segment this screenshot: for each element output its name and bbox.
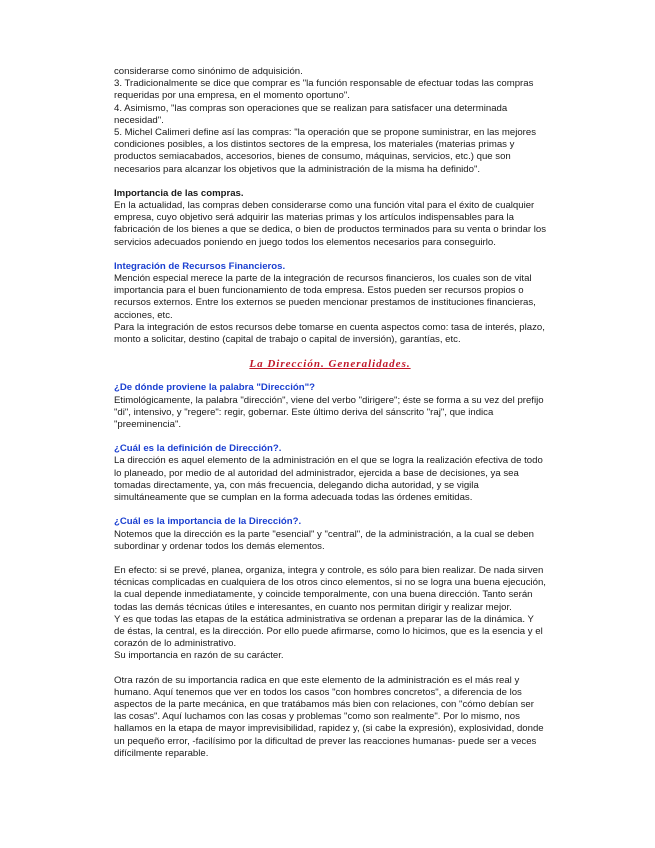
- importancia-direccion-paragraph-4: Otra razón de su importancia radica en que este elemento de la administración es el más real y humano. Aquí tenemos que ver en todos los casos "con hombres concretos", a diferencia de los aspectos de la parte mecánica, en que tratábamos más bien con relaciones, con "cómo debían ser las cosas". Aquí luchamos con las cosas y problemas "como son realmente". Por lo mismo, nos hallamos en la etapa de mayor imprevisibilidad, rapidez y, (si cabe la expresión), explosividad, donde un pequeño error, -facilísimo por la dificultad de prever las reacciones humanas- puede ser a veces difícilmente reparable.: [114, 674, 544, 759]
- importancia-direccion-heading: ¿Cuál es la importancia de la Dirección?.: [114, 516, 302, 528]
- integracion-body-1: Mención especial merece la parte de la integración de recursos financieros, los cuales son de vital importancia para el buen funcionamiento de toda empresa. Estos pueden ser recursos propios o recursos externos. Entre los externos se pueden mencionar prestamos de instituciones financieras, acciones, etc.: [114, 273, 536, 321]
- intro-line: 4. Asimismo, "las compras son operaciones que se realizan para satisfacer una determinada necesidad".: [114, 102, 508, 126]
- intro-line: considerarse como sinónimo de adquisición.: [114, 66, 303, 77]
- document-page: [114, 66, 546, 760]
- importancia-heading: Importancia de las compras.: [114, 187, 244, 199]
- importancia-direccion-paragraph-2: Y es que todas las etapas de la estática administrativa se ordenan a preparar las de la dinámica. Y de éstas, la central, es la dirección. Por ello puede afirmarse, como lo hicimos, que es la esencia y el corazón de lo administrativo.: [114, 613, 543, 650]
- section-title: La Dirección. Generalidades.: [249, 358, 411, 371]
- origen-body: Etimológicamente, la palabra "dirección", viene del verbo "dirigere"; éste se forma a su vez del prefijo "di", intensivo, y "regere": regir, gobernar. Este último deriva del sánscrito "raj", que indica "preeminencia".: [114, 394, 544, 431]
- importancia-body: En la actualidad, las compras deben considerarse como una función vital para el éxito de cualquier empresa, cuyo objetivo será adquirir las materias primas y los artículos indispensables para la fabricación de los bienes a que se dedica, o bien de productos terminados para su venta o brindar los servicios adecuados poniendo en juego todos los elementos necesarios para conseguirlo.: [114, 200, 546, 248]
- definicion-body: La dirección es aquel elemento de la administración en el que se logra la realización efectiva de todo lo planeado, por medio de al autoridad del administrador, ejercida a base de decisiones, ya sea tomadas directamente, ya, con más frecuencia, delegando dicha autoridad, y se vigila simultáneamente que se cumplan en la forma adecuada todas las órdenes emitidas.: [114, 455, 543, 504]
- integracion-heading: Integración de Recursos Financieros.: [114, 260, 286, 272]
- importancia-direccion-body: Notemos que la dirección es la parte "esencial" y "central", de la administración, a la cual se deben subordinar y ordenar todos los demás elementos.: [114, 528, 534, 552]
- intro-line: 5. Michel Calimeri define así las compras: "la operación que se propone suministrar, en las mejores condiciones posibles, a los distintos sectores de la empresa, los materiales (materias primas y productos semiacabados, accesorios, bienes de consumo, máquinas, servicios, etc.) que son necesarios para alcanzar los objetivos que la administración de la misma ha definido".: [114, 127, 536, 175]
- intro-line: 3. Tradicionalmente se dice que comprar es "la función responsable de efectuar todas las compras requeridas por una empresa, en el momento oportuno".: [114, 78, 534, 102]
- definicion-heading: ¿Cuál es la definición de Dirección?.: [114, 443, 282, 455]
- origen-heading: ¿De dónde proviene la palabra "Dirección"?: [114, 382, 316, 394]
- importancia-direccion-paragraph-1: En efecto: si se prevé, planea, organiza, integra y controle, es sólo para bien realizar. De nada sirven técnicas complicadas en cualquiera de los otros cinco elementos, si no se logra una buena ejecución, la cual depende inmediatamente, y coincide temporalmente, con una buena dirección. Tanto serán todas las demás técnicas útiles e interesantes, en cuanto nos permitan dirigir y realizar mejor.: [114, 564, 546, 613]
- integracion-body-2: Para la integración de estos recursos debe tomarse en cuenta aspectos como: tasa de interés, plazo, monto a solicitar, destino (capital de trabajo o capital de inversión), garantías, etc.: [114, 321, 545, 346]
- importancia-direccion-paragraph-3: Su importancia en razón de su carácter.: [114, 650, 284, 662]
